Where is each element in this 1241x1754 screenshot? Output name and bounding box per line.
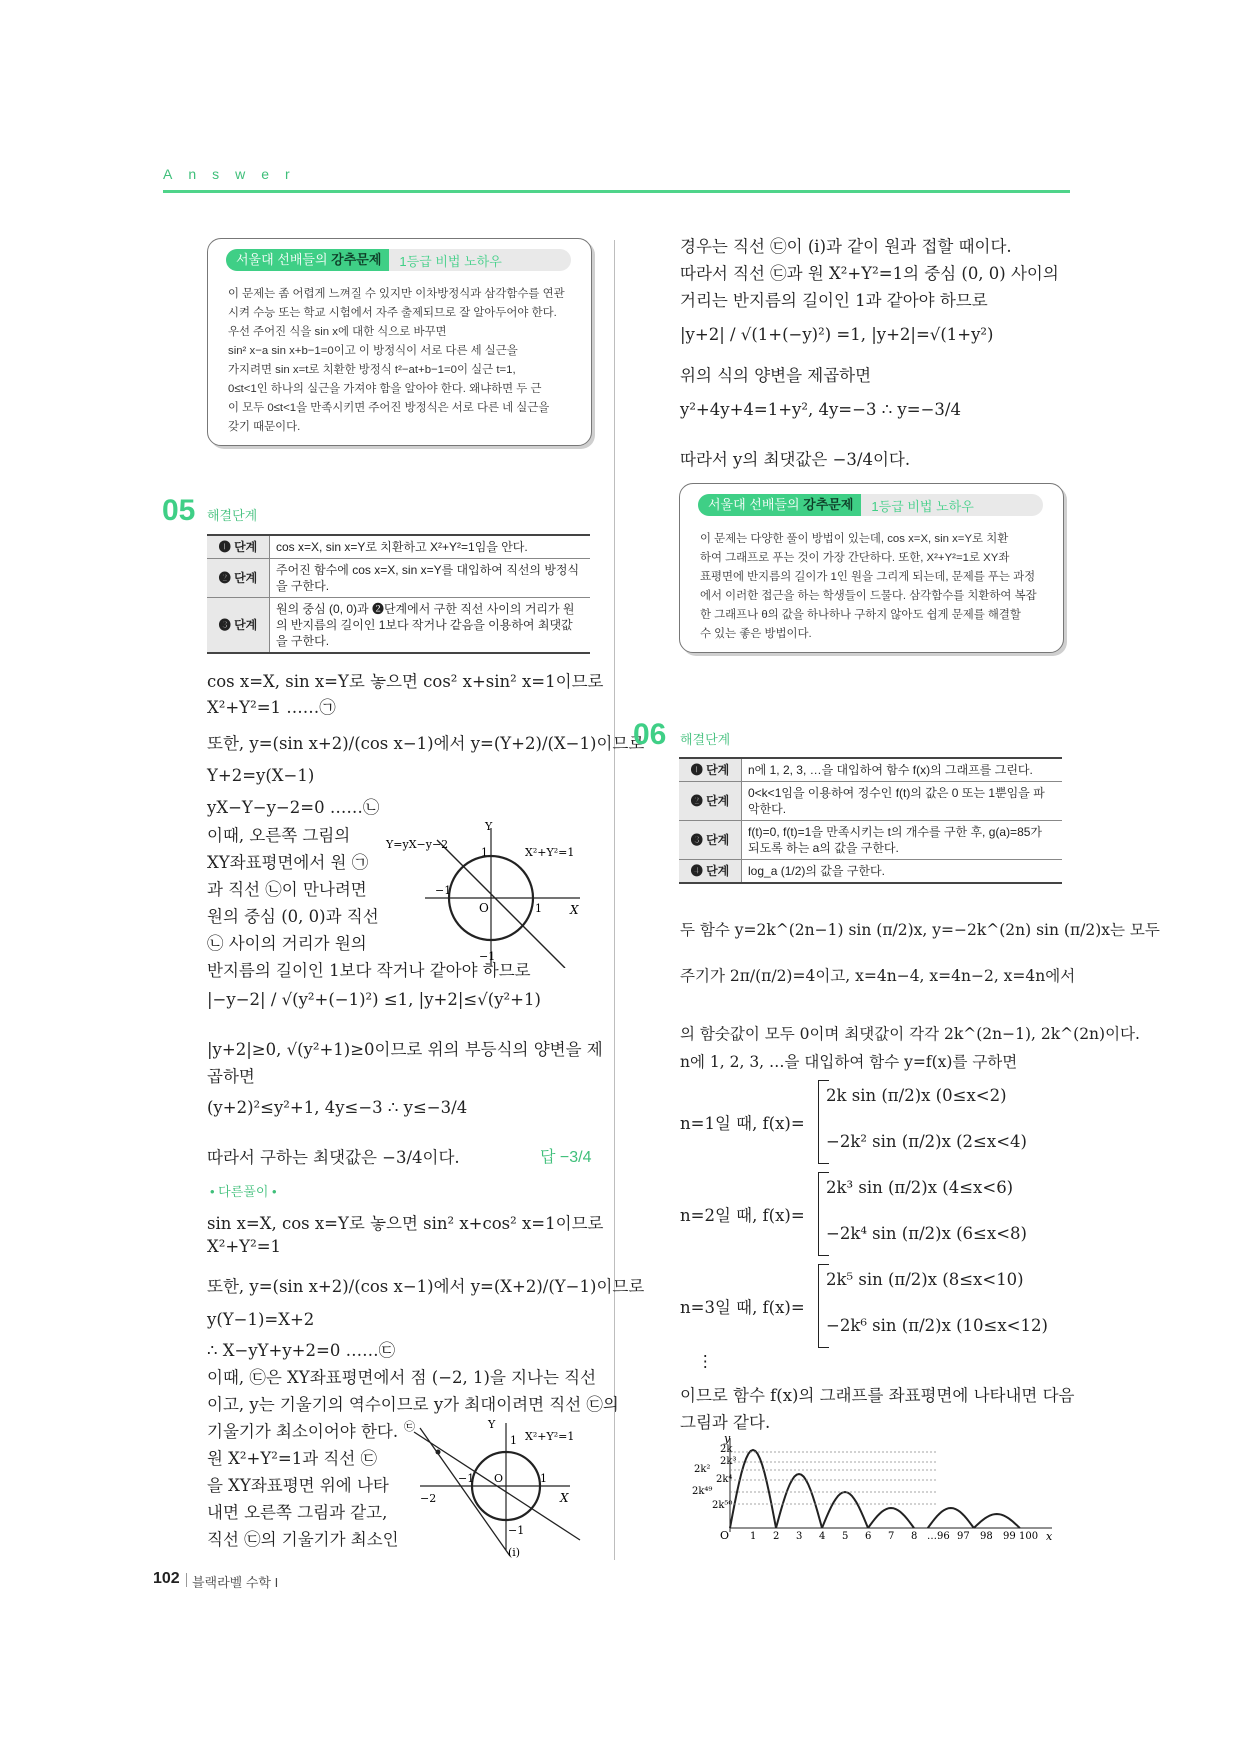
x-tick-label: 99	[1003, 1531, 1016, 1540]
origin-label: O	[479, 901, 489, 915]
line-y-eq	[437, 840, 565, 968]
solution-line: 거리는 반지름의 길이인 1과 같아야 하므로	[680, 291, 988, 310]
step-key: ❷ 단계	[207, 559, 270, 598]
case-top: 2k sin (π/2)x (0≤x<2)	[826, 1086, 1007, 1105]
case-bottom: −2k⁴ sin (π/2)x (6≤x<8)	[826, 1224, 1027, 1243]
tip-line: 갖기 때문이다.	[228, 421, 301, 433]
tip-line: 한 그래프나 θ의 값을 하나하나 구하지 않아도 쉽게 문제를 해결할	[700, 609, 1021, 621]
book-title: 블랙라벨 수학 I	[192, 1575, 279, 1590]
tip-tag-prefix: 서울대 선배들의	[708, 497, 800, 512]
circle-label: X²+Y²=1	[525, 846, 575, 859]
tip-line: 표평면에 반지름의 길이가 1인 원을 그리게 되는데, 문제를 푸는 과정	[700, 571, 1036, 583]
solution-steps-label: 해결단계	[680, 732, 731, 747]
step-key: ❹ 단계	[679, 860, 742, 884]
alt-line: 이때, ㉢은 XY좌표평면에서 점 (−2, 1)을 지나는 직선	[207, 1368, 597, 1387]
solution-steps-table	[207, 534, 590, 654]
solution-line: 과 직선 ㉡이 만나려면	[207, 880, 367, 899]
solution-line: |−y−2| / √(y²+(−1)²) ≤1, |y+2|≤√(y²+1)	[207, 990, 541, 1009]
tick-label: 1	[481, 846, 488, 859]
step-key: ❷ 단계	[679, 782, 742, 821]
x-tick-label: 100	[1019, 1531, 1039, 1540]
solution-line: 곱하면	[207, 1067, 255, 1086]
graph-arch	[868, 1508, 914, 1528]
tick-label: −2	[420, 1492, 437, 1505]
alt-line: 기울기가 최소이어야 한다.	[207, 1422, 399, 1441]
tip-line: 에서 이러한 접근을 하는 학생들이 드물다. 삼각함수를 치환하여 복잡	[700, 590, 1037, 602]
solution-line: 또한, y=(sin x+2)/(cos x−1)에서 y=(Y+2)/(X−1)이므로	[207, 734, 645, 753]
case-top: 2k⁵ sin (π/2)x (8≤x<10)	[826, 1270, 1024, 1289]
alt-solution-label: • 다른풀이 •	[210, 1184, 277, 1199]
step-text: log_a (1/2)의 값을 구한다.	[742, 860, 1063, 884]
graph-arch	[730, 1450, 776, 1528]
tip-box-2-body	[700, 530, 1049, 644]
case-top: 2k³ sin (π/2)x (4≤x<6)	[826, 1178, 1014, 1197]
solution-line: 경우는 직선 ㉢이 (i)과 같이 원과 접할 때이다.	[680, 237, 1012, 256]
case-label: (i)	[508, 1546, 521, 1558]
tip-box-2-tag	[698, 494, 1043, 516]
tip-line: 시켜 수능 또는 학교 시험에서 자주 출제되므로 잘 알아두어야 한다.	[228, 307, 557, 319]
tip-line: 이 문제는 다양한 풀이 방법이 있는데, cos x=X, sin x=Y로 치환	[700, 533, 1009, 545]
point-marker	[436, 1450, 441, 1455]
y-tick-label: 2k³	[720, 1456, 737, 1467]
x-tick-label: 5	[842, 1531, 849, 1540]
step-text: 0<k<1임을 이용하여 정수인 f(t)의 값은 0 또는 1뿐임을 파악한다.	[742, 782, 1063, 821]
step-text: f(t)=0, f(t)=1을 만족시키는 t의 개수를 구한 후, g(a)=85가 되도록 하는 a의 값을 구한다.	[742, 821, 1063, 860]
origin-label: O	[494, 1472, 504, 1485]
step-row	[679, 782, 1062, 821]
tip-tag-prefix: 서울대 선배들의	[236, 252, 328, 267]
x-tick-label: 1	[750, 1531, 757, 1540]
solution-line: n에 1, 2, 3, …을 대입하여 함수 y=f(x)를 구하면	[680, 1053, 1018, 1071]
solution-line: |y+2|≥0, √(y²+1)≥0이므로 위의 부등식의 양변을 제	[207, 1040, 603, 1059]
case-lhs: n=1일 때, f(x)=	[680, 1114, 805, 1133]
case-bottom: −2k² sin (π/2)x (2≤x<4)	[826, 1132, 1027, 1151]
tip-line: 이 모두 0≤t<1을 만족시키면 주어진 방정식은 서로 다른 네 실근을	[228, 402, 550, 414]
tip-line: 하여 그래프로 푸는 것이 가장 간단하다. 또한, X²+Y²=1로 XY좌	[700, 552, 1010, 564]
axis-y-label: Y	[485, 820, 493, 833]
tick-label: −1	[458, 1472, 475, 1485]
alt-line: 이고, y는 기울기의 역수이므로 y가 최대이려면 직선 ㉢의	[207, 1395, 619, 1414]
x-tick-label: 97	[957, 1531, 970, 1540]
tip-line: 수 있는 좋은 방법이다.	[700, 628, 812, 640]
page-number: 102	[153, 1570, 180, 1587]
x-tick-label: 2	[773, 1531, 780, 1540]
solution-line: 따라서 직선 ㉢과 원 X²+Y²=1의 중심 (0, 0) 사이의	[680, 264, 1059, 283]
tip-line: 가지려면 sin x=t로 치환한 방정식 t²−at+b−1=0이 실근 t=1,	[228, 364, 516, 376]
graph-arch	[822, 1492, 868, 1528]
section-header-label: Answer	[163, 166, 306, 182]
solution-line: 이때, 오른쪽 그림의	[207, 826, 351, 845]
solution-line: 그림과 같다.	[680, 1413, 771, 1432]
solution-line: yX−Y−y−2=0 ……㉡	[207, 798, 380, 817]
answer-label: 답 −3/4	[540, 1149, 592, 1166]
step-text: n에 1, 2, 3, …을 대입하여 함수 f(x)의 그래프를 그린다.	[742, 758, 1063, 782]
y-tick-label: 2k⁵⁰	[712, 1500, 733, 1511]
solution-line: 위의 식의 양변을 제곱하면	[680, 366, 872, 385]
solution-line: cos x=X, sin x=Y로 놓으면 cos² x+sin² x=1이므로	[207, 672, 604, 691]
graph-arch	[928, 1508, 974, 1528]
tick-label: −1	[479, 950, 496, 963]
line-label: Y=yX−y−2	[386, 838, 449, 851]
line-label: ㉢	[404, 1420, 415, 1433]
footer-divider	[186, 1573, 187, 1587]
y-tick-label: 2k	[720, 1444, 733, 1455]
axis-x-label: X	[570, 903, 579, 917]
step-key: ❸ 단계	[207, 598, 270, 654]
solution-line: 이므로 함수 f(x)의 그래프를 좌표평면에 나타내면 다음	[680, 1386, 1075, 1405]
axis-y-label: Y	[488, 1418, 496, 1431]
alt-line: ∴ X−yY+y+2=0 ……㉢	[207, 1341, 396, 1360]
step-row	[207, 598, 590, 654]
tip-line: 0≤t<1인 하나의 실근을 가져야 함을 알아야 한다. 왜냐하면 두 근	[228, 383, 542, 395]
alt-line: 직선 ㉢의 기울기가 최소인	[207, 1530, 399, 1549]
alt-line: sin x=X, cos x=Y로 놓으면 sin² x+cos² x=1이므로	[207, 1214, 604, 1233]
y-tick-label: 2k⁴⁹	[692, 1486, 713, 1497]
alt-line: 또한, y=(sin x+2)/(cos x−1)에서 y=(X+2)/(Y−1)이므로	[207, 1277, 645, 1296]
solution-line: y²+4y+4=1+y², 4y=−3 ∴ y=−3/4	[680, 400, 961, 419]
tip-box-2	[679, 483, 1064, 653]
solution-line: ㉡ 사이의 거리가 원의	[207, 934, 367, 953]
step-key: ❶ 단계	[679, 758, 742, 782]
solution-line: 따라서 구하는 최댓값은 −3/4이다.	[207, 1148, 460, 1167]
tick-label: −1	[435, 884, 452, 897]
x-tick-label: 98	[980, 1531, 993, 1540]
solution-steps-label: 해결단계	[207, 508, 258, 523]
solution-line: Y+2=y(X−1)	[207, 766, 315, 785]
solution-line: 따라서 y의 최댓값은 −3/4이다.	[680, 450, 911, 469]
axis-x-label: X	[560, 1491, 569, 1505]
x-tick-label: 8	[911, 1531, 918, 1540]
graph-arch	[776, 1474, 822, 1528]
step-row	[679, 758, 1062, 782]
column-divider	[614, 240, 615, 1560]
axis-x-label: x	[1046, 1530, 1053, 1540]
circle-line-figure-1	[385, 818, 595, 968]
case-bottom: −2k⁶ sin (π/2)x (10≤x<12)	[826, 1316, 1048, 1335]
y-tick-label: 2k²	[694, 1464, 711, 1475]
step-row	[679, 821, 1062, 860]
step-text: 주어진 함수에 cos x=X, sin x=Y를 대입하여 직선의 방정식을 구한다.	[270, 559, 591, 598]
case-lhs: n=3일 때, f(x)=	[680, 1298, 805, 1317]
step-text: 원의 중심 (0, 0)과 ❷단계에서 구한 직선 사이의 거리가 원의 반지름의 길이인 1보다 작거나 같음을 이용하여 최댓값을 구한다.	[270, 598, 591, 654]
header-rule	[163, 190, 1070, 193]
tip-line: 이 문제는 좀 어렵게 느껴질 수 있지만 이차방정식과 삼각함수를 연관	[228, 288, 565, 300]
vdots: ⋮	[697, 1352, 714, 1371]
step-row	[679, 860, 1062, 884]
solution-line: 원의 중심 (0, 0)과 직선	[207, 907, 379, 926]
solution-line: 두 함수 y=2k^(2n−1) sin (π/2)x, y=−2k^(2n) sin (π/2)x는 모두	[680, 921, 1160, 939]
problem-number: 06	[633, 718, 667, 751]
tip-tag-subtitle: 1등급 비법 노하우	[871, 498, 974, 514]
step-row	[207, 559, 590, 598]
alt-line: 을 XY좌표평면 위에 나타	[207, 1476, 389, 1495]
tip-line: 우선 주어진 식을 sin x에 대한 식으로 바꾸면	[228, 326, 447, 338]
solution-line: 주기가 2π/(π/2)=4이고, x=4n−4, x=4n−2, x=4n에서	[680, 967, 1076, 985]
tick-label: 1	[510, 1434, 517, 1447]
alt-line: X²+Y²=1	[207, 1237, 282, 1256]
solution-line: 의 함숫값이 모두 0이며 최댓값이 각각 2k^(2n−1), 2k^(2n)이다.	[680, 1025, 1140, 1043]
tick-label: 1	[535, 902, 542, 915]
solution-line: X²+Y²=1 ……㉠	[207, 698, 336, 717]
case-lhs: n=2일 때, f(x)=	[680, 1206, 805, 1225]
axis-y-label: y	[724, 1432, 731, 1445]
x-tick-label: 7	[888, 1531, 895, 1540]
function-graph	[690, 1432, 1060, 1540]
problem-number: 05	[162, 494, 196, 527]
tick-label: 1	[540, 1472, 547, 1485]
tip-box-1	[207, 238, 592, 446]
y-tick-label: 2k⁴	[716, 1474, 733, 1485]
alt-line: y(Y−1)=X+2	[207, 1310, 315, 1329]
tick-label: −1	[508, 1524, 525, 1537]
step-key: ❸ 단계	[679, 821, 742, 860]
solution-line: (y+2)²≤y²+1, 4y≤−3 ∴ y≤−3/4	[207, 1098, 468, 1117]
tip-tag-title: 강추문제	[803, 497, 854, 512]
x-tick-label: 3	[796, 1531, 803, 1540]
solution-line: |y+2| / √(1+(−y)²) =1, |y+2|=√(1+y²)	[680, 325, 994, 344]
tip-tag-title: 강추문제	[331, 252, 382, 267]
alt-line: 내면 오른쪽 그림과 같고,	[207, 1503, 388, 1522]
circle-line-figure-2	[400, 1418, 600, 1558]
tip-line: sin² x−a sin x+b−1=0이고 이 방정식이 서로 다른 세 실근을	[228, 345, 518, 357]
tip-tag-subtitle: 1등급 비법 노하우	[399, 253, 502, 269]
step-row	[207, 535, 590, 559]
step-text: cos x=X, sin x=Y로 치환하고 X²+Y²=1임을 안다.	[270, 535, 591, 559]
x-tick-label: 4	[819, 1531, 826, 1540]
solution-steps-table	[679, 757, 1062, 884]
solution-line: XY좌표평면에서 원 ㉠	[207, 853, 369, 872]
tip-box-1-tag	[226, 249, 571, 271]
x-tick-label: …96	[927, 1531, 950, 1540]
x-tick-label: 6	[865, 1531, 872, 1540]
circle-label: X²+Y²=1	[525, 1430, 575, 1443]
tip-box-1-body	[228, 285, 577, 437]
origin-label: O	[720, 1529, 730, 1540]
step-key: ❶ 단계	[207, 535, 270, 559]
alt-line: 원 X²+Y²=1과 직선 ㉢	[207, 1449, 378, 1468]
graph-arch	[974, 1514, 1020, 1528]
solution-line: 반지름의 길이인 1보다 작거나 같아야 하므로	[207, 961, 531, 980]
